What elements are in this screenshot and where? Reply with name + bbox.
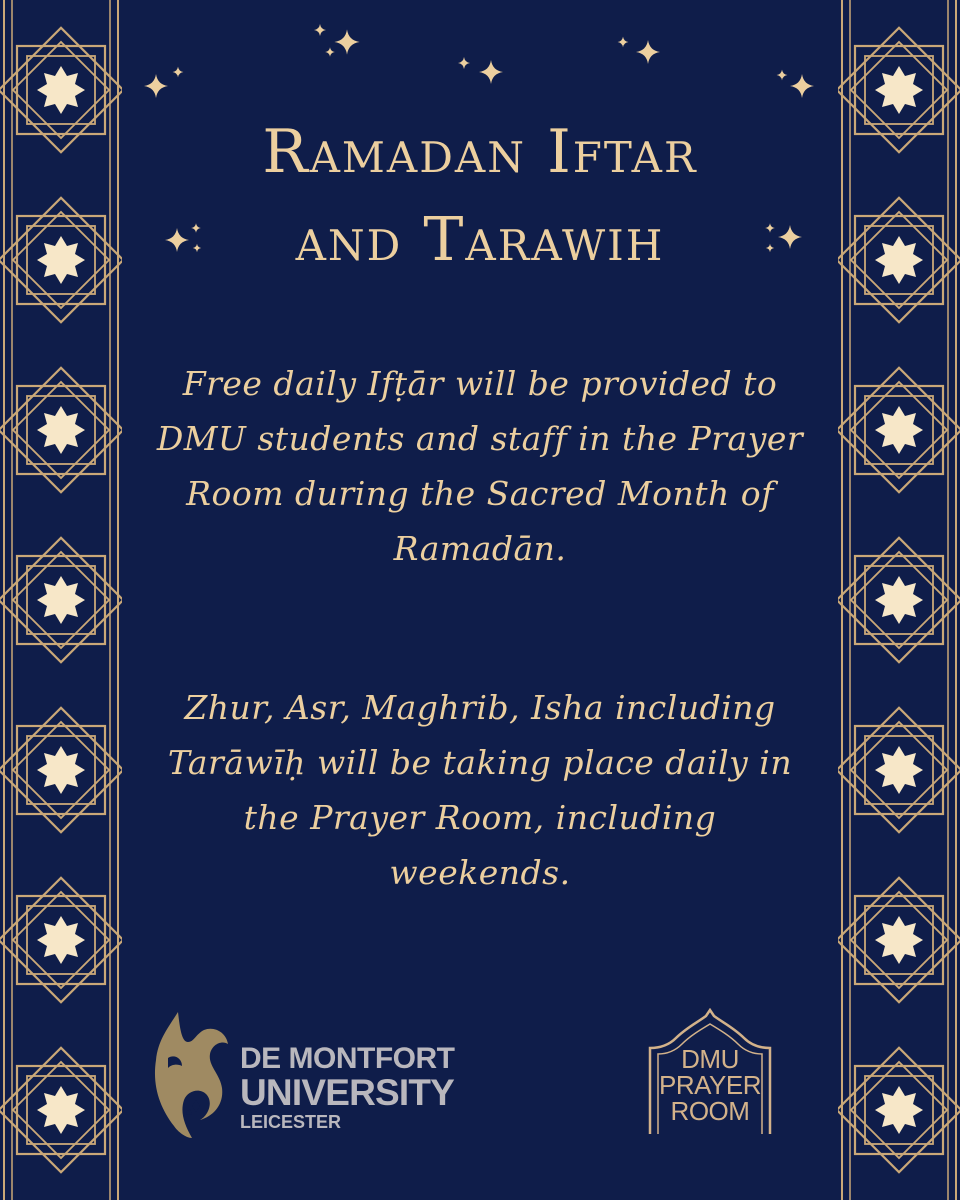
sparkle-icon [479, 60, 503, 84]
dmu-lion-crest-icon [148, 1008, 238, 1140]
left-pattern-border [0, 0, 122, 1200]
dmu-name-line-2: UNIVERSITY [240, 1072, 455, 1113]
prayer-room-logo [640, 1008, 790, 1138]
dmu-name-line-1: DE MONTFORT [240, 1042, 455, 1075]
sparkle-icon [790, 74, 814, 98]
prayer-room-line-2: PRAYER [659, 1070, 761, 1100]
sparkle-icon [144, 74, 168, 98]
sparkle-icon [173, 67, 184, 78]
sparkle-icon [314, 24, 326, 36]
dmu-name-line-3: LEICESTER [240, 1112, 342, 1132]
prayer-paragraph: Zhur, Asr, Maghrib, Isha including Tarāwīḥ will be taking place daily in the Prayer Room, including weekends. [167, 688, 793, 892]
prayer-room-line-1: DMU [681, 1044, 739, 1074]
iftar-paragraph: Free daily Ifṭār will be provided to DMU students and staff in the Prayer Room during the Sacred Month of Ramadān. [156, 364, 804, 568]
sparkle-icon [325, 47, 335, 57]
islamic-star-pattern-icon [0, 0, 122, 1200]
sparkle-icon [777, 70, 788, 81]
islamic-star-pattern-icon [838, 0, 960, 1200]
dmu-logo [148, 1008, 478, 1140]
sparkle-icon [458, 57, 470, 69]
sparkle-icon [334, 29, 359, 54]
sparkle-icon [618, 37, 629, 48]
page-title-line-2: and Tarawih [295, 205, 665, 275]
prayer-room-line-3: ROOM [670, 1096, 750, 1126]
sparkle-icon [636, 40, 660, 64]
page-title-line-1: Ramadan Iftar [262, 117, 698, 187]
right-pattern-border [838, 0, 960, 1200]
